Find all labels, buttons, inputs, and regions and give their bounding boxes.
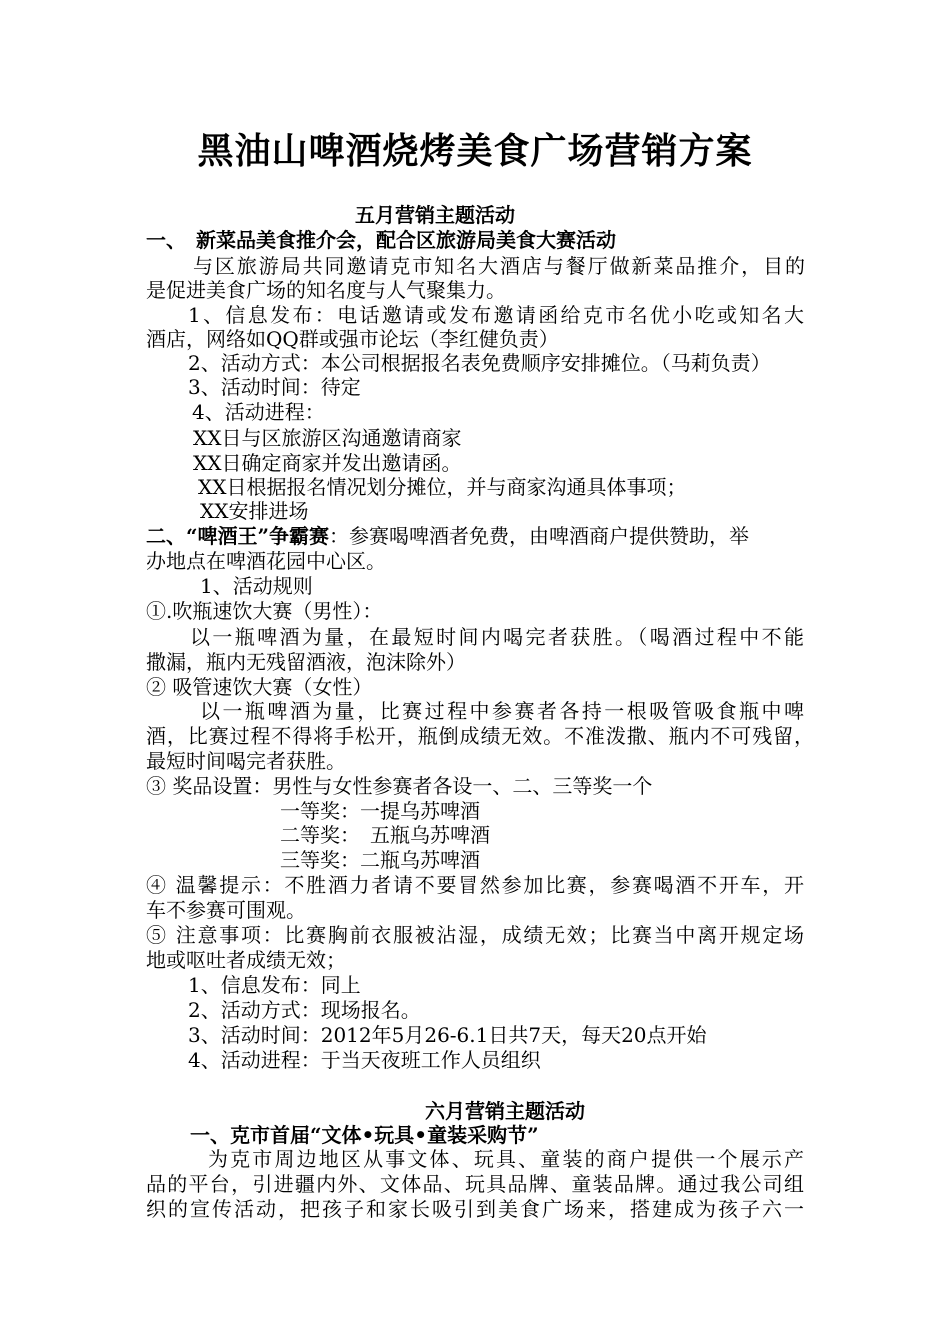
paragraph-line: 4、活动进程：于当天夜班工作人员组织 bbox=[188, 1048, 541, 1072]
prize-item: 三等奖：二瓶乌苏啤酒 bbox=[280, 848, 480, 872]
paragraph-line: 撒漏，瓶内无残留酒液，泡沫除外） bbox=[146, 650, 466, 674]
paragraph-line: 为克市周边地区从事文体、玩具、童装的商户提供一个展示产 bbox=[208, 1147, 804, 1171]
paragraph-line: 品的平台，引进疆内外、文体品、玩具品牌、童装品牌。通过我公司组 bbox=[146, 1172, 804, 1196]
list-item: XX日确定商家并发出邀请函。 bbox=[193, 451, 462, 475]
prize-item: 二等奖： 五瓶乌苏啤酒 bbox=[280, 823, 490, 847]
paragraph-line: 地或呕吐者成绩无效； bbox=[146, 948, 346, 972]
paragraph-line: 1、信息发布：电话邀请或发布邀请函给克市名优小吃或知名大 bbox=[188, 303, 804, 327]
paragraph-line: 办地点在啤酒花园中心区。 bbox=[146, 549, 386, 573]
paragraph-line: 3、活动时间：待定 bbox=[188, 375, 361, 399]
may-section2-line bbox=[146, 523, 749, 549]
paragraph-line: 与区旅游局共同邀请克市知名大酒店与餐厅做新菜品推介，目的 bbox=[193, 254, 805, 278]
paragraph-line: 以一瓶啤酒为量，在最短时间内喝完者获胜。（喝酒过程中不能 bbox=[190, 625, 804, 649]
paragraph-line: 1、活动规则 bbox=[200, 574, 313, 598]
list-item: XX安排进场 bbox=[200, 499, 309, 523]
paragraph-line: 2、活动方式：现场报名。 bbox=[188, 998, 421, 1022]
rule-title: ③ 奖品设置：男性与女性参赛者各设一、二、三等奖一个 bbox=[146, 774, 653, 798]
paragraph-line: ⑤ 注意事项：比赛胸前衣服被沾湿，成绩无效；比赛当中离开规定场 bbox=[146, 923, 804, 947]
may-section1-heading: 一、 新菜品美食推介会，配合区旅游局美食大赛活动 bbox=[146, 228, 616, 252]
may-heading: 五月营销主题活动 bbox=[355, 203, 515, 227]
rule-title: ①.吹瓶速饮大赛（男性）： bbox=[146, 599, 383, 623]
paragraph-line: 1、信息发布：同上 bbox=[188, 973, 361, 997]
paragraph-line: 最短时间喝完者获胜。 bbox=[146, 749, 346, 773]
paragraph-line: 车不参赛可围观。 bbox=[146, 898, 306, 922]
paragraph-line: ④ 温馨提示：不胜酒力者请不要冒然参加比赛，参赛喝酒不开车，开 bbox=[146, 873, 804, 897]
paragraph-line: 酒店，网络如QQ群或强市论坛（李红健负责） bbox=[146, 327, 559, 351]
list-item: XX日与区旅游区沟通邀请商家 bbox=[193, 426, 462, 450]
paragraph-line: 2、活动方式：本公司根据报名表免费顺序安排摊位。（马莉负责） bbox=[188, 351, 771, 375]
list-item: XX日根据报名情况划分摊位，并与商家沟通具体事项； bbox=[198, 475, 687, 499]
june-heading: 六月营销主题活动 bbox=[425, 1099, 585, 1123]
paragraph-line: 织的宣传活动，把孩子和家长吸引到美食广场来，搭建成为孩子六一 bbox=[146, 1197, 804, 1221]
june-section1-heading: 一、克市首届“文体•玩具•童装采购节” bbox=[190, 1123, 539, 1147]
paragraph-text: ：参赛喝啤酒者免费，由啤酒商户提供赞助，举 bbox=[329, 524, 750, 548]
paragraph-line: 4、活动进程： bbox=[192, 400, 325, 424]
rule-title: ② 吸管速饮大赛（女性） bbox=[146, 675, 373, 699]
paragraph-line: 酒，比赛过程不得将手松开，瓶倒成绩无效。不准泼撒、瓶内不可残留， bbox=[146, 724, 814, 748]
paragraph-line: 以一瓶啤酒为量，比赛过程中参赛者各持一根吸管吸食瓶中啤 bbox=[200, 699, 804, 723]
prize-item: 一等奖：一提乌苏啤酒 bbox=[280, 799, 480, 823]
paragraph-line: 是促进美食广场的知名度与人气聚集力。 bbox=[146, 278, 506, 302]
paragraph-line: 3、活动时间：2012年5月26-6.1日共7天，每天20点开始 bbox=[188, 1023, 707, 1047]
document-title: 黑油山啤酒烧烤美食广场营销方案 bbox=[197, 131, 753, 172]
may-section2-heading: 二、“啤酒王”争霸赛 bbox=[146, 524, 330, 548]
